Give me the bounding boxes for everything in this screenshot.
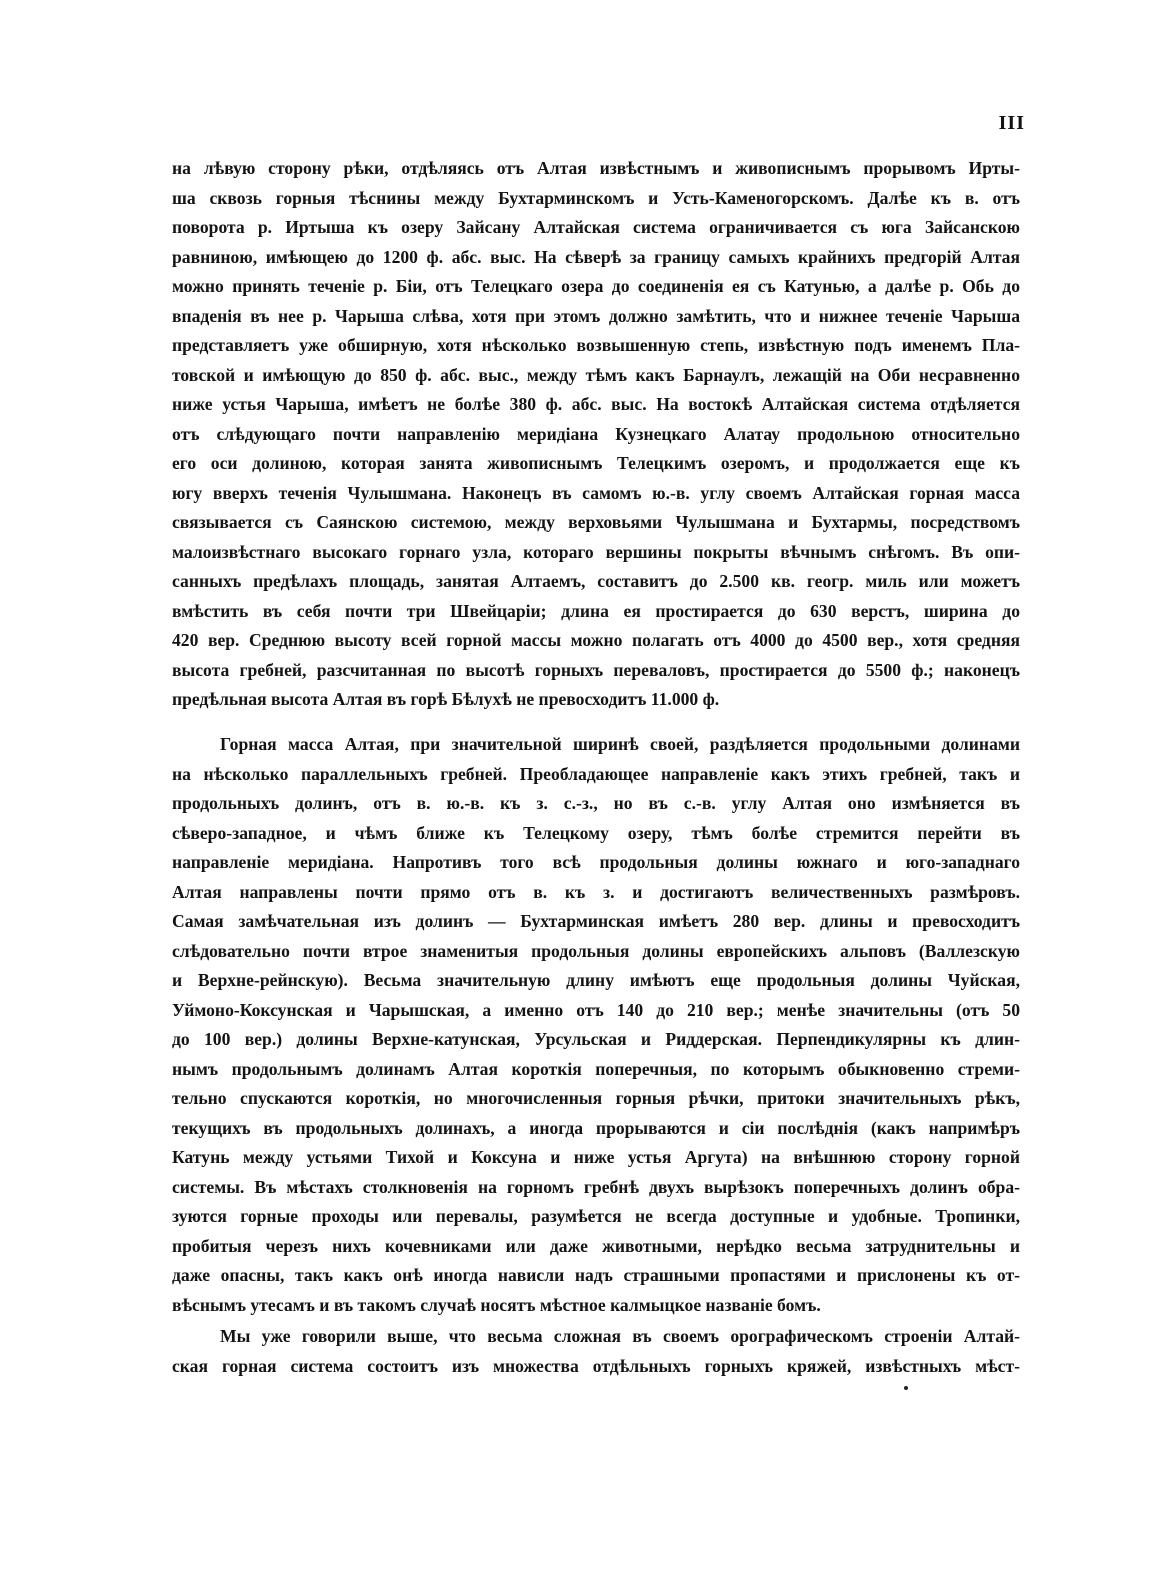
text-line: связывается съ Саянскою системою, между верховьями Чулышмана и Бухтармы, посредствомъ xyxy=(172,512,1020,532)
text-line: на лѣвую сторону рѣки, отдѣляясь отъ Алтая извѣстнымъ и живописнымъ прорывомъ Ирты- xyxy=(172,158,1020,178)
text-line: даже опасны, такъ какъ онѣ иногда нависли надъ страшными пропастями и прислонены къ от- xyxy=(172,1265,1020,1285)
text-line: на нѣсколько параллельныхъ гребней. Преобладающее направленіе какъ этихъ гребней, такъ и xyxy=(172,763,1020,784)
text-line: и Верхне-рейнскую). Весьма значительную длину имѣютъ еще продольныя долины Чуйская, xyxy=(172,970,1020,990)
text-line: ниже устья Чарыша, имѣетъ не болѣе 380 ф. абс. выс. На востокѣ Алтайская система отдѣляется xyxy=(172,394,1020,414)
text-line: тельно спускаются короткія, но многочисленныя горныя рѣчки, притоки значительныхъ рѣкъ, xyxy=(172,1088,1020,1108)
text-line: вмѣстить въ себя почти три Швейцаріи; длина ея простирается до 630 верстъ, ширина до xyxy=(172,600,1020,621)
text-line: системы. Въ мѣстахъ столкновенія на горномъ гребнѣ двухъ вырѣзокъ поперечныхъ долинъ обра- xyxy=(172,1176,1020,1197)
text-line: Самая замѣчательная изъ долинъ — Бухтарминская имѣетъ 280 вер. длины и превосходитъ xyxy=(172,911,1020,931)
text-line: представляетъ уже обширную, хотя нѣсколько возвышенную степь, извѣстную подъ именемъ Пла- xyxy=(172,335,1020,355)
text-line: пробитыя черезъ нихъ кочевниками или даже животными, нерѣдко весьма затруднительны и xyxy=(172,1235,1020,1256)
text-line: Алтая направлены почти прямо отъ в. къ з. и достигаютъ величественныхъ размѣровъ. xyxy=(172,881,1020,902)
text-line: вѣснымъ утесамъ и въ такомъ случаѣ носятъ мѣстное калмыцкое названіе бомъ. xyxy=(172,1294,821,1315)
text-line: ская горная система состоитъ изъ множества отдѣльныхъ горныхъ кряжей, извѣстныхъ мѣст- xyxy=(172,1355,1020,1376)
text-line: Мы уже говорили выше, что весьма сложная въ своемъ орографическомъ строеніи Алтай- xyxy=(220,1326,1020,1346)
text-line: малоизвѣстнаго высокаго горнаго узла, котораго вершины покрыты вѣчнымъ снѣгомъ. Въ опи- xyxy=(172,541,1020,562)
text-line: продольныхъ долинъ, отъ в. ю.-в. къ з. с.-з., но въ с.-в. углу Алтая оно измѣняется въ xyxy=(172,793,1020,813)
text-line: санныхъ предѣлахъ площадь, занятая Алтаемъ, составитъ до 2.500 кв. геогр. миль или можетъ xyxy=(172,571,1020,591)
text-line: предѣльная высота Алтая въ горѣ Бѣлухѣ не превосходитъ 11.000 ф. xyxy=(172,689,720,709)
text-line: слѣдовательно почти втрое знаменитыя продольныя долины европейскихъ альповъ (Валлезскую xyxy=(172,940,1020,961)
text-line: Горная масса Алтая, при значительной ширинѣ своей, раздѣляется продольными долинами xyxy=(220,734,1020,754)
text-line: зуются горные проходы или перевалы, разумѣется не всегда доступные и удобные. Тропинки, xyxy=(172,1206,1020,1226)
text-line: ша сквозь горныя тѣснины между Бухтарминскомъ и Усть-Каменогорскомъ. Далѣе къ в. отъ xyxy=(172,187,1020,208)
text-line: Катунь между устьями Тихой и Коксуна и ниже устья Аргута) на внѣшнюю сторону горной xyxy=(172,1147,1020,1167)
text-line: высота гребней, разсчитанная по высотѣ горныхъ переваловъ, простирается до 5500 ф.; наконецъ xyxy=(172,659,1020,680)
paragraph-1 xyxy=(172,154,1020,715)
text-line: впаденія въ нее р. Чарыша слѣва, хотя при этомъ должно замѣтить, что и нижнее теченіе Чарыша xyxy=(172,305,1020,326)
page-number: III xyxy=(998,112,1025,134)
paragraph-3 xyxy=(172,1322,1020,1381)
text-line: 420 вер. Среднюю высоту всей горной массы можно полагать отъ 4000 до 4500 вер., хотя средняя xyxy=(172,630,1020,650)
print-speck xyxy=(904,1386,908,1390)
text-line: его оси долиною, которая занята живописнымъ Телецкимъ озеромъ, и продолжается еще къ xyxy=(172,453,1020,473)
text-line: товской и имѣющую до 850 ф. абс. выс., между тѣмъ какъ Барнаулъ, лежащій на Оби несравненно xyxy=(172,364,1020,385)
text-line: текущихъ въ продольныхъ долинахъ, а иногда прорываются и сіи послѣднія (какъ напримѣръ xyxy=(172,1117,1020,1138)
text-line: Уймоно-Коксунская и Чарышская, а именно отъ 140 до 210 вер.; менѣе значительны (отъ 50 xyxy=(172,999,1020,1020)
text-line: поворота р. Иртыша къ озеру Зайсану Алтайская система ограничивается съ юга Зайсанскою xyxy=(172,217,1020,237)
text-line: до 100 вер.) долины Верхне-катунская, Урсульская и Риддерская. Перпендикулярны къ длин- xyxy=(172,1029,1020,1049)
text-line: направленіе меридіана. Напротивъ того всѣ продольныя долины южнаго и юго-западнаго xyxy=(172,852,1020,872)
text-line: сѣверо-западное, и чѣмъ ближе къ Телецкому озеру, тѣмъ болѣе стремится перейти въ xyxy=(172,822,1020,843)
text-line: можно принять теченіе р. Біи, отъ Телецкаго озера до соединенія ея съ Катунью, а далѣе р. Обь до xyxy=(172,276,1020,296)
text-line: равниною, имѣющею до 1200 ф. абс. выс. На сѣверѣ за границу самыхъ крайнихъ предгорій Алтая xyxy=(172,246,1020,267)
text-line: югу вверхъ теченія Чулышмана. Наконецъ въ самомъ ю.-в. углу своемъ Алтайская горная масса xyxy=(172,482,1020,503)
paragraph-2 xyxy=(172,730,1020,1320)
text-line: отъ слѣдующаго почти направленію меридіана Кузнецкаго Алатау продольною относительно xyxy=(172,423,1020,444)
text-line: нымъ продольнымъ долинамъ Алтая короткія поперечныя, по которымъ обыкновенно стреми- xyxy=(172,1058,1020,1079)
